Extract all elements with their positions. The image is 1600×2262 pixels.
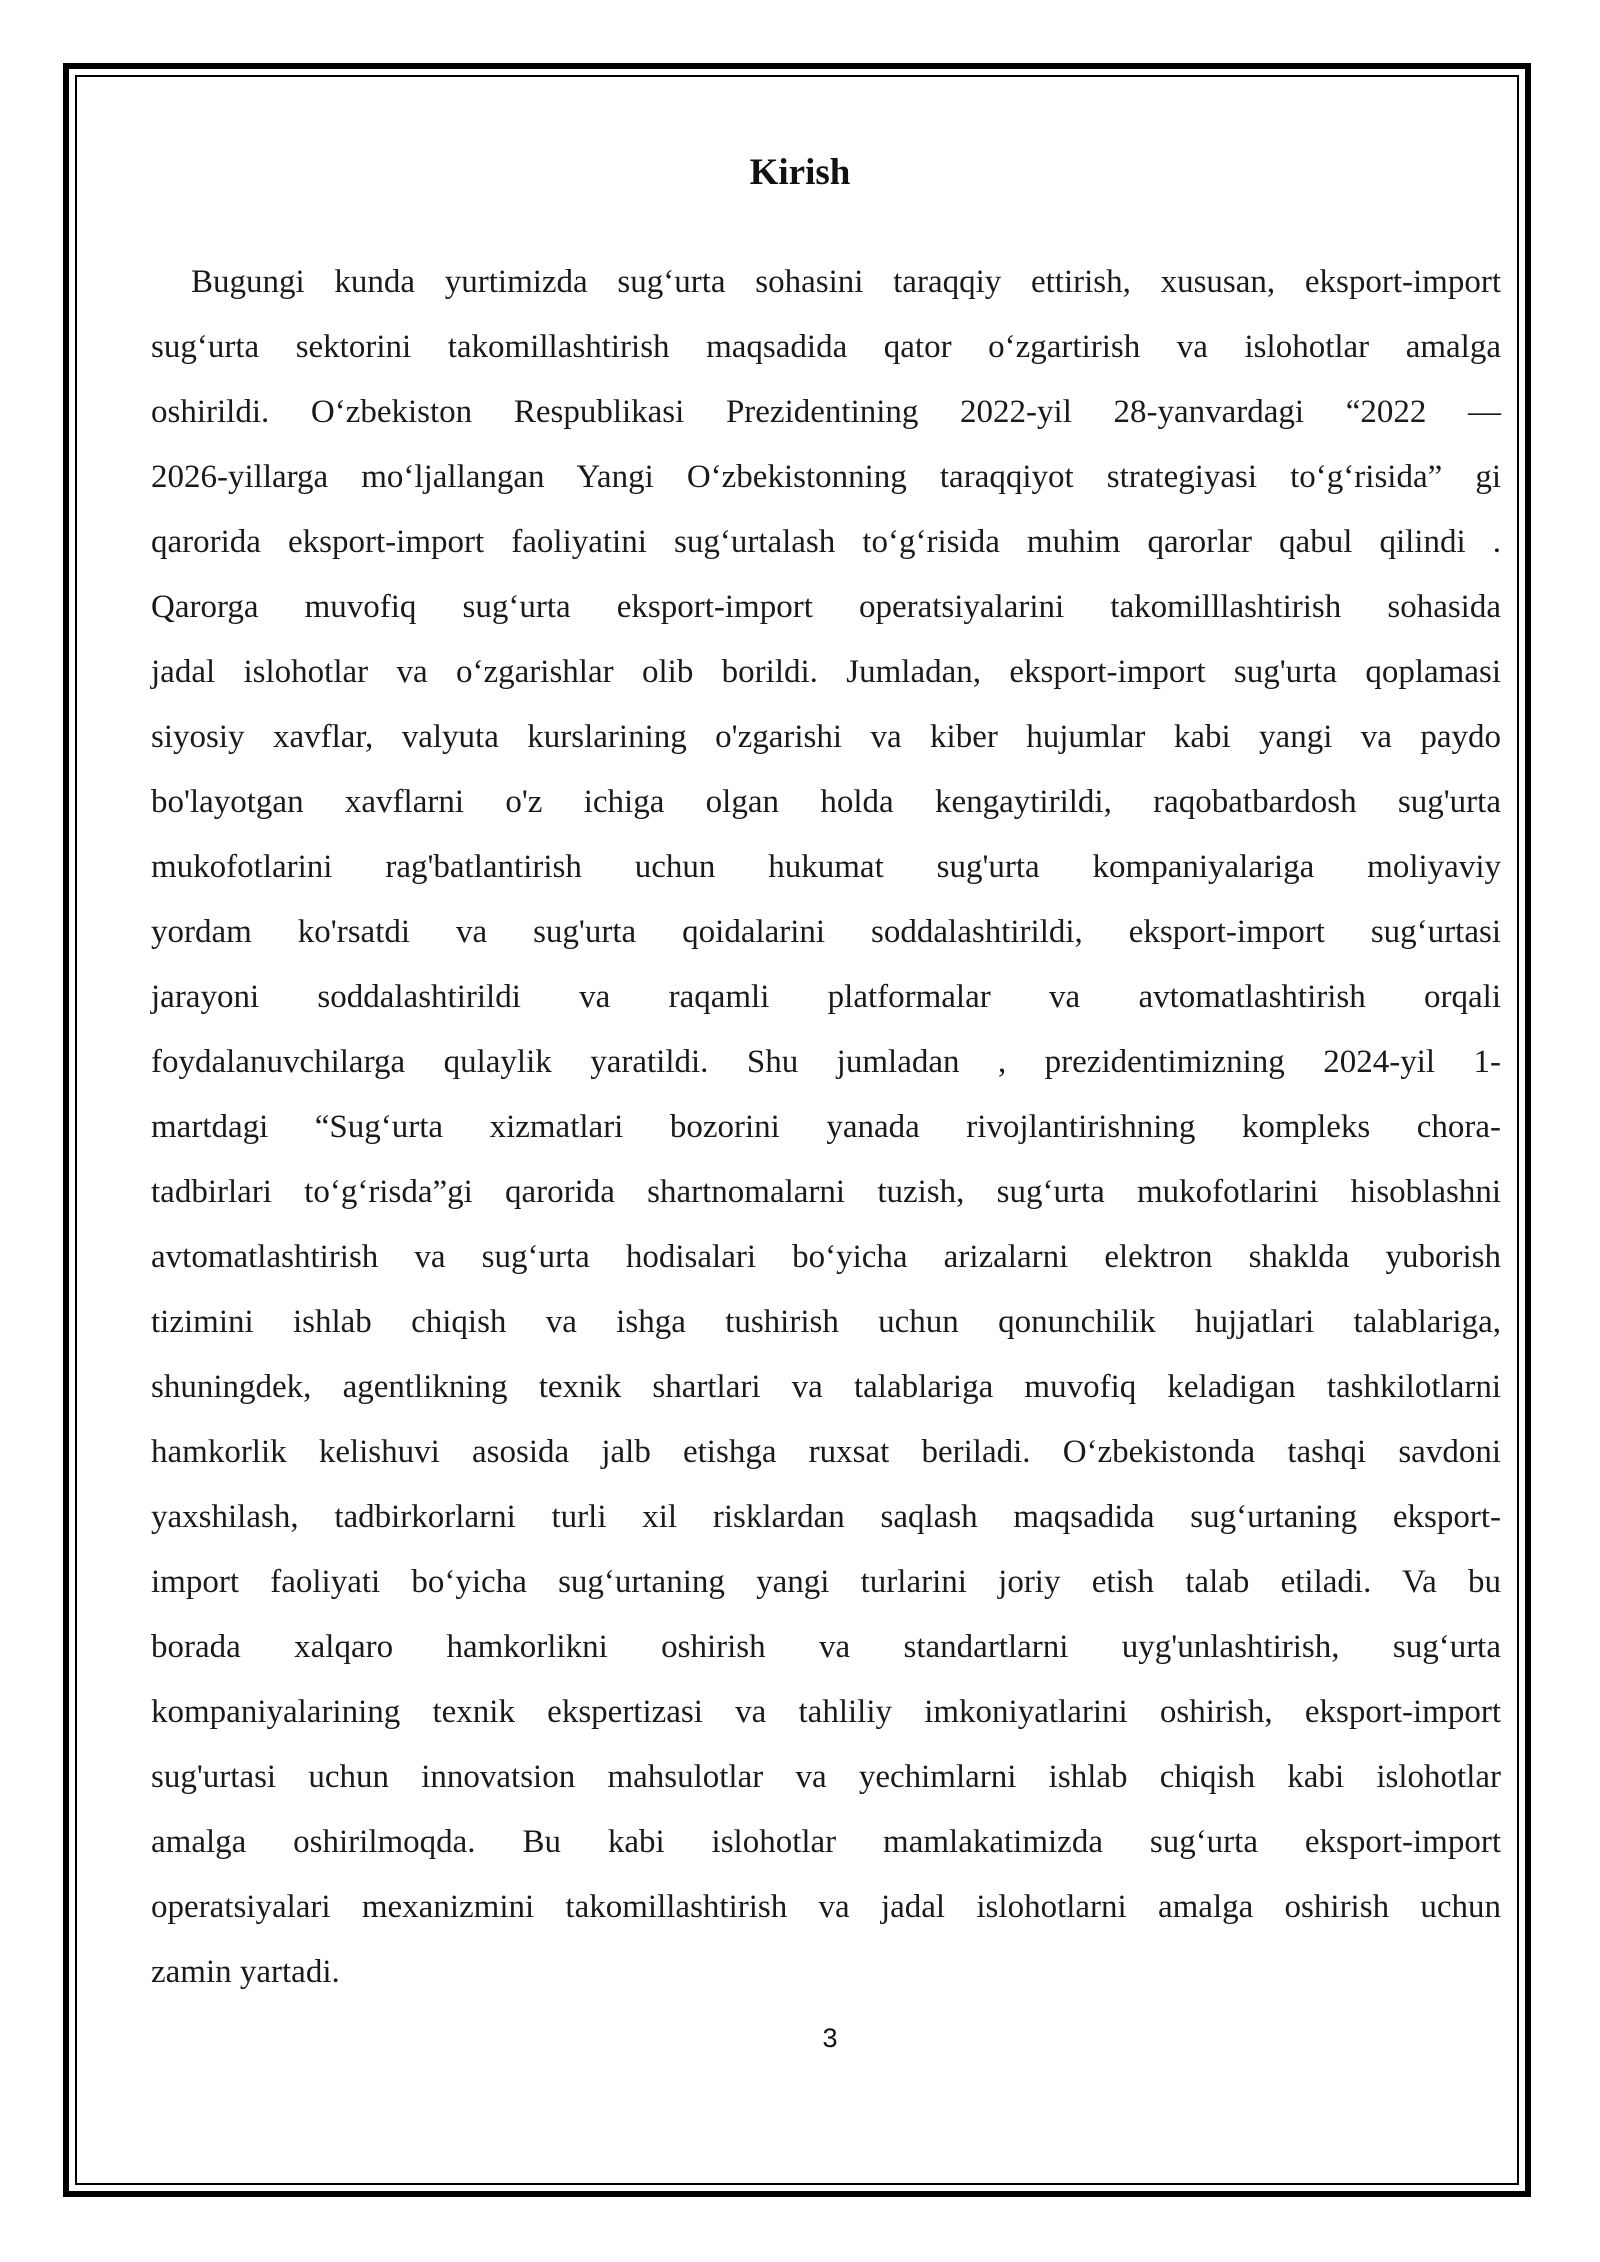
paragraph-line: hamkorlik kelishuvi asosida jalb etishga ruxsat beriladi. O‘zbekistonda tashqi savdoni [151, 1434, 1501, 1470]
paragraph-line: avtomatlashtirish va sug‘urta hodisalari bo‘yicha arizalarni elektron shaklda yuborish [151, 1239, 1501, 1275]
paragraph-line: import faoliyati bo‘yicha sug‘urtaning yangi turlarini joriy etish talab etiladi. Va bu [151, 1564, 1501, 1600]
paragraph-line: 2026-yillarga mo‘ljallangan Yangi O‘zbekistonning taraqqiyot strategiyasi to‘g‘risida” gi [151, 459, 1501, 495]
paragraph-line: operatsiyalari mexanizmini takomillashtirish va jadal islohotlarni amalga oshirish uchun [151, 1889, 1501, 1925]
body-paragraph [151, 250, 1501, 2005]
paragraph-line: foydalanuvchilarga qulaylik yaratildi. Shu jumladan , prezidentimizning 2024-yil 1- [151, 1044, 1501, 1080]
paragraph-line: tadbirlari to‘g‘risda”gi qarorida shartnomalarni tuzish, sug‘urta mukofotlarini hisoblashni [151, 1174, 1501, 1210]
paragraph-line: tizimini ishlab chiqish va ishga tushirish uchun qonunchilik hujjatlari talablariga, [151, 1304, 1501, 1340]
paragraph-line: jarayoni soddalashtirildi va raqamli platformalar va avtomatlashtirish orqali [151, 979, 1501, 1015]
paragraph-line: qarorida eksport-import faoliyatini sug‘urtalash to‘g‘risida muhim qarorlar qabul qilindi . [151, 524, 1501, 560]
paragraph-line: borada xalqaro hamkorlikni oshirish va standartlarni uyg'unlashtirish, sug‘urta [151, 1629, 1501, 1665]
paragraph-line: Qarorga muvofiq sug‘urta eksport-import operatsiyalarini takomilllashtirish sohasida [151, 589, 1501, 625]
paragraph-line: yaxshilash, tadbirkorlarni turli xil risklardan saqlash maqsadida sug‘urtaning eksport- [151, 1499, 1501, 1535]
paragraph-line: siyosiy xavflar, valyuta kurslarining o'zgarishi va kiber hujumlar kabi yangi va paydo [151, 719, 1501, 755]
section-title: Kirish [749, 152, 851, 193]
paragraph-line: shuningdek, agentlikning texnik shartlari va talablariga muvofiq keladigan tashkilotlarni [151, 1369, 1501, 1405]
page-number: 3 [822, 2023, 838, 2053]
paragraph-line: martdagi “Sug‘urta xizmatlari bozorini yanada rivojlantirishning kompleks chora- [151, 1109, 1501, 1145]
paragraph-line: oshirildi. O‘zbekiston Respublikasi Prezidentining 2022-yil 28-yanvardagi “2022 — [151, 394, 1501, 430]
paragraph-line: sug'urtasi uchun innovatsion mahsulotlar va yechimlarni ishlab chiqish kabi islohotlar [151, 1759, 1501, 1795]
paragraph-line: zamin yartadi. [151, 1954, 340, 1990]
paragraph-line: jadal islohotlar va o‘zgarishlar olib borildi. Jumladan, eksport-import sug'urta qoplamasi [151, 654, 1501, 690]
paragraph-line: bo'layotgan xavflarni o'z ichiga olgan holda kengaytirildi, raqobatbardosh sug'urta [151, 784, 1501, 820]
paragraph-line: yordam ko'rsatdi va sug'urta qoidalarini soddalashtirildi, eksport-import sug‘urtasi [151, 914, 1501, 950]
paragraph-line: kompaniyalarining texnik ekspertizasi va tahliliy imkoniyatlarini oshirish, eksport-import [151, 1694, 1501, 1730]
paragraph-line: sug‘urta sektorini takomillashtirish maqsadida qator o‘zgartirish va islohotlar amalga [151, 329, 1501, 365]
paragraph-line: amalga oshirilmoqda. Bu kabi islohotlar mamlakatimizda sug‘urta eksport-import [151, 1824, 1501, 1860]
paragraph-line: mukofotlarini rag'batlantirish uchun hukumat sug'urta kompaniyalariga moliyaviy [151, 849, 1501, 885]
paragraph-line: Bugungi kunda yurtimizda sug‘urta sohasini taraqqiy ettirish, xususan, eksport-import [191, 264, 1501, 300]
